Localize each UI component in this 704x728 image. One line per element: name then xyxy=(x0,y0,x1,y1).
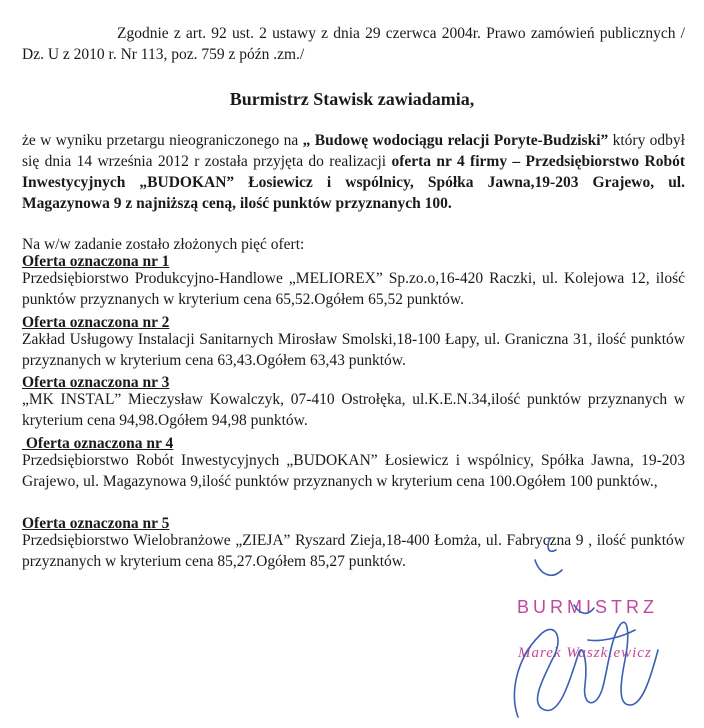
offer-5-title: Oferta oznaczona nr 5 xyxy=(22,515,170,532)
announcement-text-2: który odbył się dnia 14 września 2012 r została przyjęta do realizacji xyxy=(22,132,685,170)
offer-4-title: Oferta oznaczona nr 4 xyxy=(22,435,174,452)
offers-count-text: Na w/w zadanie zostało złożonych pięć ofert: xyxy=(22,236,305,253)
mayor-stamp-title: BURMISTRZ xyxy=(517,597,658,617)
offer-1-text: Przedsiębiorstwo Produkcyjno-Handlowe „MELIOREX” Sp.zo.o,16-420 Raczki, ul. Kolejowa 12, ilość punktów przyznanych w kryterium cena 65,52.Ogółem 65,52 punktów. xyxy=(22,270,685,308)
offer-3-title: Oferta oznaczona nr 3 xyxy=(22,374,170,391)
winning-offer: oferta nr 4 firmy – Przedsiębiorstwo Robót Inwestycyjnych „BUDOKAN” Łosiewicz i wspólnicy, Spółka Jawna,19-203 Grajewo, ul. Magazynowa 9 z najniższą ceną, ilość punktów przyznanych 100. xyxy=(22,153,685,212)
mayor-stamp-name: Marek Waszkiewicz xyxy=(518,645,652,661)
offer-4-text: Przedsiębiorstwo Robót Inwestycyjnych „BUDOKAN” Łosiewicz i wspólnicy, Spółka Jawna, 19-203 Grajewo, ul. Magazynowa 9,ilość punktów przyznanych w kryterium cena 100.Ogółem 100 punktów., xyxy=(22,452,685,490)
offer-5-text: Przedsiębiorstwo Wielobranżowe „ZIEJA” Ryszard Zieja,18-400 Łomża, ul. Fabryczna 9 , ilość punktów przyznanych w kryterium cena 85,27.Ogółem 85,27 punktów. xyxy=(22,532,685,570)
offer-2-text: Zakład Usługowy Instalacji Sanitarnych Mirosław Smolski,18-100 Łapy, ul. Graniczna 31, ilość punktów przyznanych w kryterium cena 63,43.Ogółem 63,43 punktów. xyxy=(22,331,685,369)
tender-subject: „ Budowę wodociągu relacji Poryte-Budziski” xyxy=(302,132,609,149)
announcement-text-1: że w wyniku przetargu nieograniczonego na xyxy=(22,132,303,149)
announcement-paragraph xyxy=(22,130,685,214)
offer-1-title: Oferta oznaczona nr 1 xyxy=(22,253,170,270)
handwritten-signature xyxy=(470,520,690,725)
legal-basis-text: Zgodnie z art. 92 ust. 2 ustawy z dnia 29 czerwca 2004r. Prawo zamówień publicznych / Dz. U z 2010 r. Nr 113, poz. 759 z późn .zm./ xyxy=(22,25,685,63)
offer-3-text: „MK INSTAL” Mieczysław Kowalczyk, 07-410 Ostrołęka, ul.K.E.N.34,ilość punktów przyznanych w kryterium cena 94,98.Ogółem 94,98 punktów. xyxy=(22,391,685,429)
offer-2-title: Oferta oznaczona nr 2 xyxy=(22,314,170,331)
document-heading: Burmistrz Stawisk zawiadamia, xyxy=(229,89,475,109)
